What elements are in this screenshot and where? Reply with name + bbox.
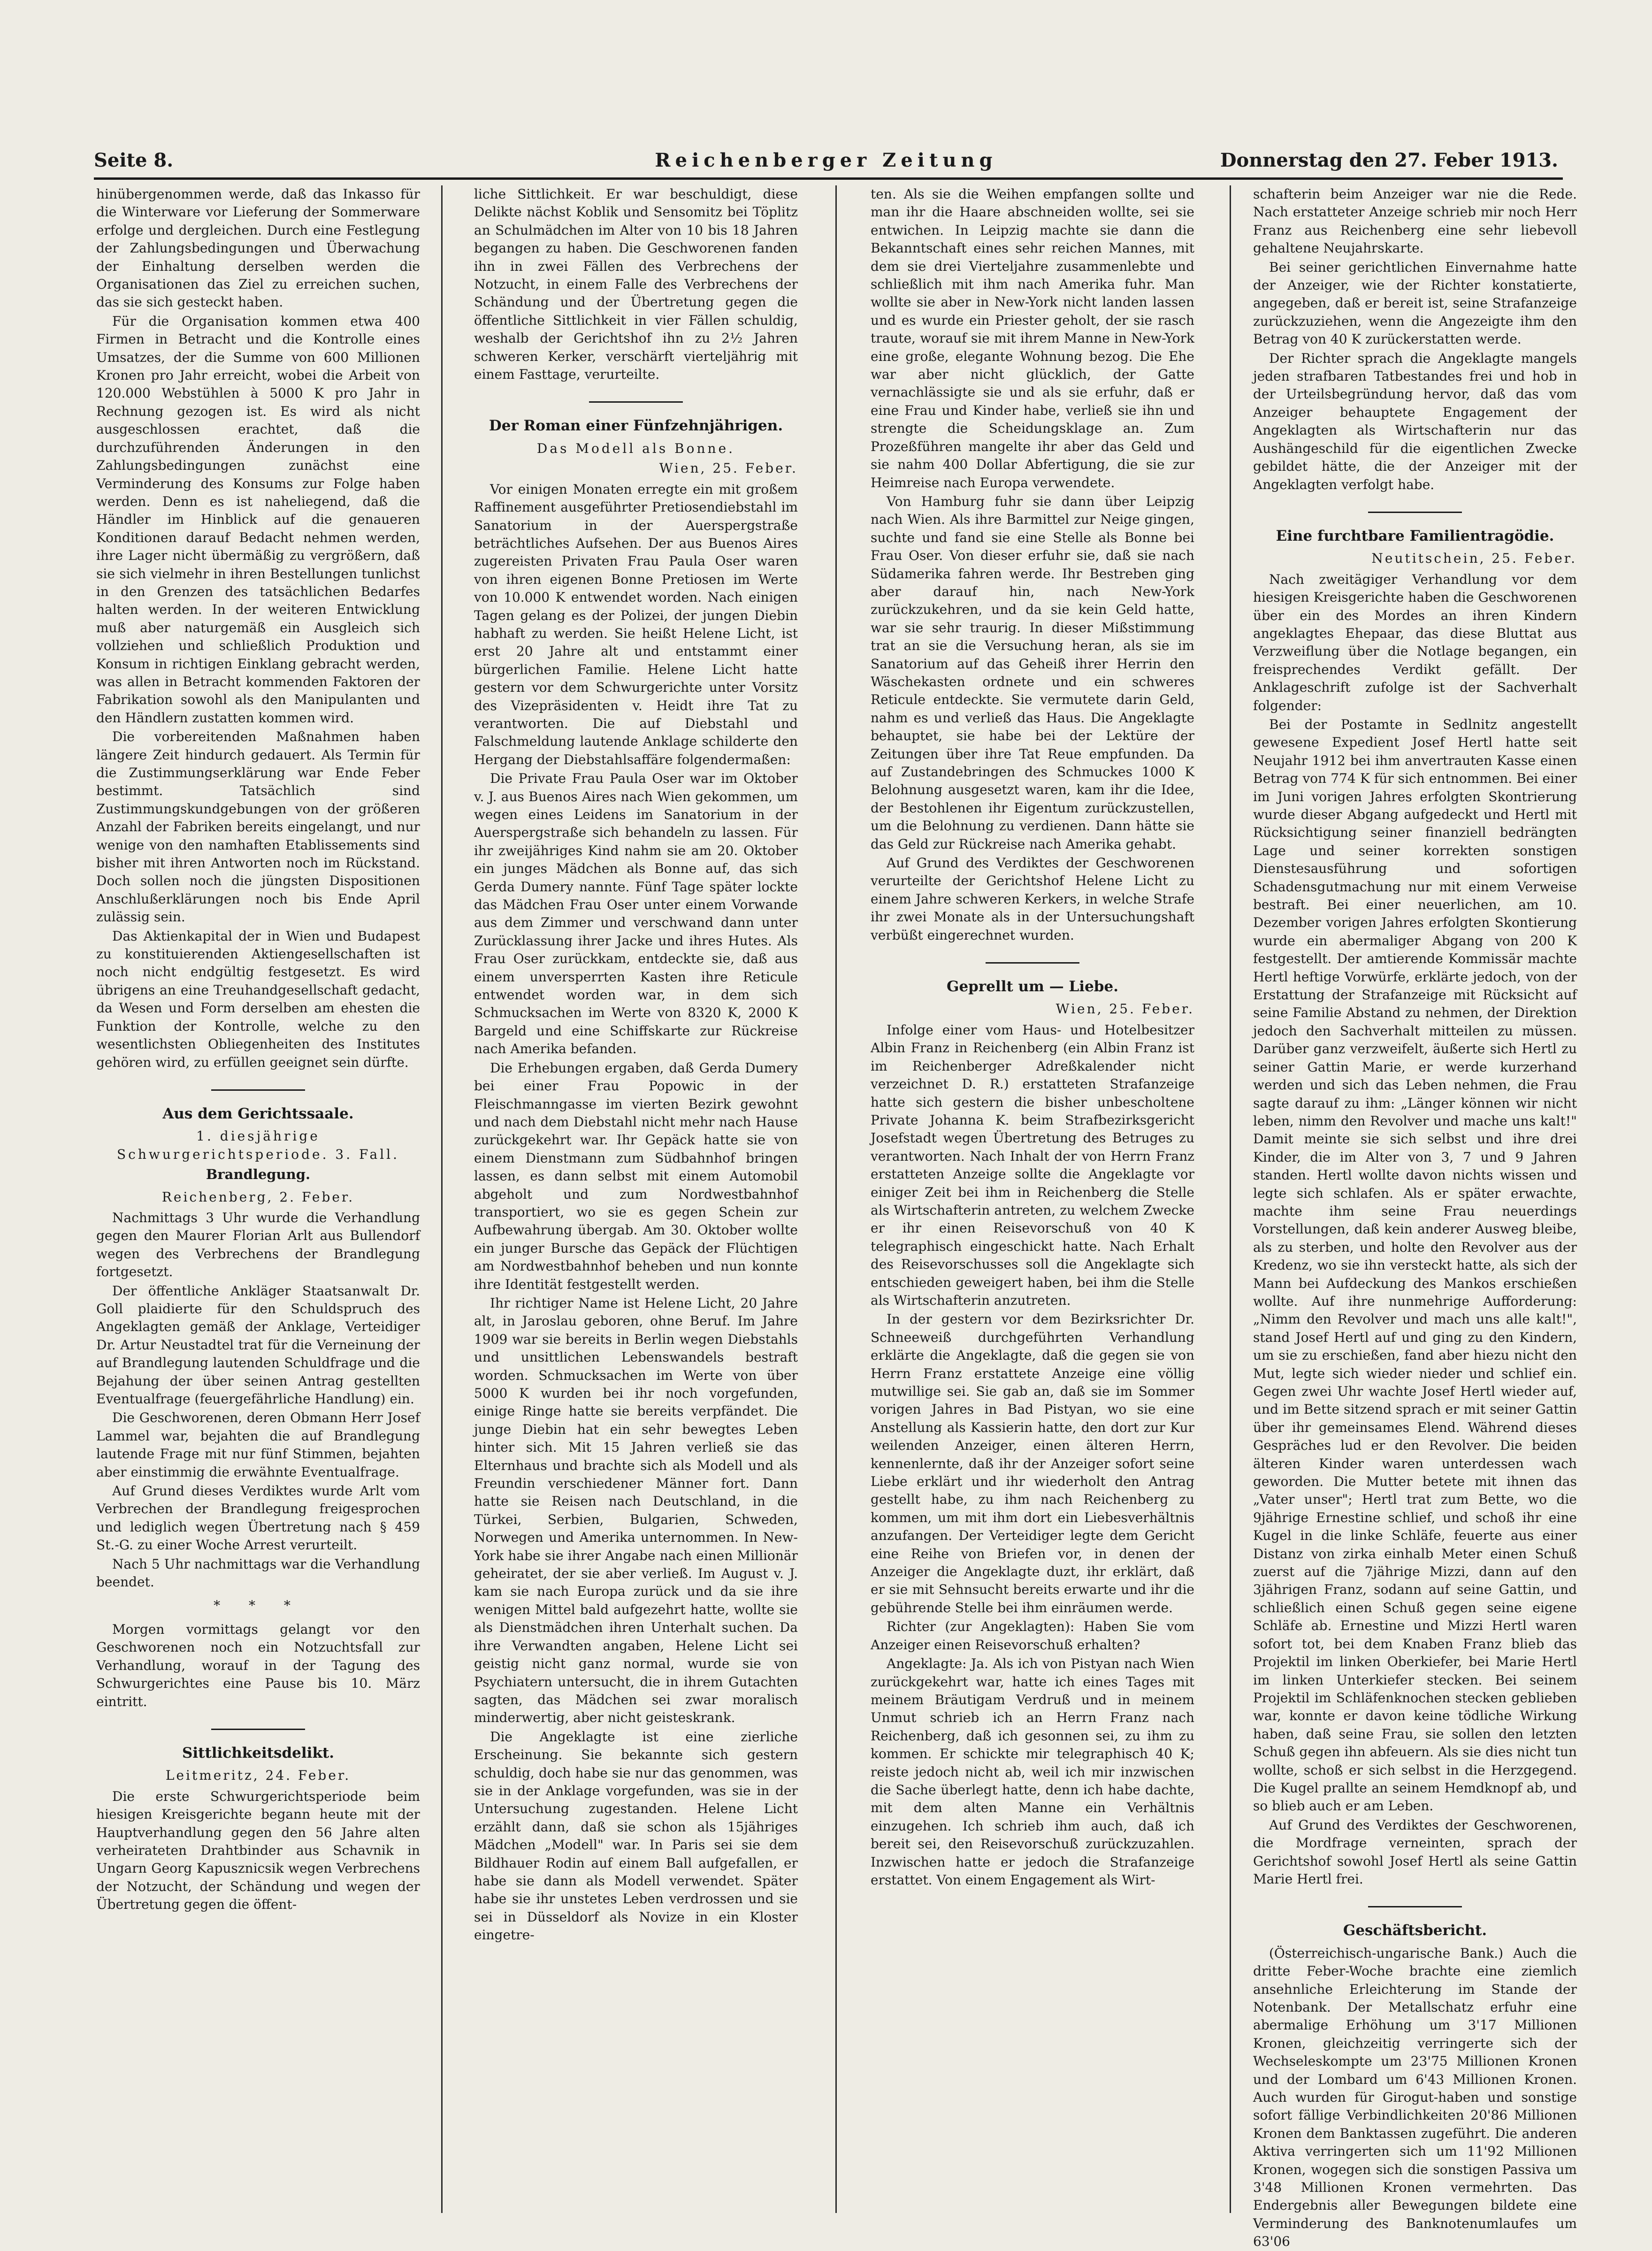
dateline: Leitmeritz, 24. Feber. (165, 1768, 351, 1784)
paragraph: Ihr richtiger Name ist Helene Licht, 20 Jahre alt, in Jaroslau geboren, ohne Beruf. Im Jahre 1909 war sie bereits in Berlin wegen Diebstahls und unsittlichen Lebenswandels bestraft worden. Schmucksachen im Werte von über 5000 K wurden bei ihr noch vorgefunden, einige Ringe hatte sie bereits verpfändet. Die junge Diebin hat ein sehr bewegtes Leben hinter sich. Mit 15 Jahren verließ sie das Elternhaus und brachte sich als Modell und als Freundin verschiedener Männer fort. Dann hatte sie Reisen nach Deutschland, in die Türkei, Serbien, Bulgarien, Schweden, Norwegen und Amerika unternommen. In New-York habe sie ihrer Angabe nach einen Millionär geheiratet, der sie aber verließ. Im August v. J. kam sie nach Europa zurück und da sie ihre wenigen Mittel bald aufgezehrt hatte, wollte sie als Dienstmädchen ihren Unterhalt suchen. Da ihre Verwandten angaben, Helene Licht sei geistig nicht ganz normal, wurde sie von Psychiatern untersucht, die in ihrem Gutachten sagten, das Mädchen sei zwar moralisch minderwertig, aber nicht geisteskrank. (474, 1295, 798, 1726)
article-heading: Der Roman einer Fünfzehnjährigen. (489, 417, 783, 435)
dateline: Wien, 25. Feber. (659, 460, 798, 476)
paragraph: Die Private Frau Paula Oser war im Oktober v. J. aus Buenos Aires nach Wien gekommen, um wegen eines Leidens im Sanatorium in der Auerspergstraße sich behandeln zu lassen. Für ihr zweijähriges Kind nahm sie am 20. Oktober ein junges Mädchen als Bonne auf, das sich Gerda Dumery nannte. Fünf Tage später lockte das Mädchen Frau Oser unter einem Vorwande aus dem Zimmer und verschwand dann unter Zurücklassung ihrer Jacke und ihres Hutes. Als Frau Oser zurückkam, entdeckte sie, daß aus einem unversperrten Kasten ihre Reticule entwendet worden war, in dem sich Schmucksachen im Werte von 8320 K, 2000 K Bargeld und eine Schiffskarte zur Rückreise nach Amerika befanden. (474, 771, 798, 1057)
paragraph: ten. Als sie die Weihen empfangen sollte und man ihr die Haare abschneiden wollte, sei sie entwichen. In Leipzig machte sie dann die Bekanntschaft eines sehr reichen Mannes, mit dem sie drei Vierteljahre zusammenlebte und schließlich mit ihm nach Amerika fuhr. Man wollte sie aber in New-York nicht landen lassen und es wurde ein Priester geholt, der sie rasch traute, worauf sie mit ihrem Manne in New-York eine große, elegante Wohnung bezog. Die Ehe war aber nicht glücklich, der Gatte vernachlässigte sie und als sie erfuhr, daß er eine Frau und Kinder habe, verließ sie ihn und strengte die Scheidungsklage an. Zum Prozeßführen mangelte ihr aber das Geld und sie nahm 400 Dollar Abfertigung, die sie zur Heimreise nach Europa verwendete. (871, 186, 1194, 490)
article-heading: Sittlichkeitsdelikt. (182, 1744, 335, 1761)
paragraph: Die Geschworenen, deren Obmann Herr Josef Lammel war, bejahten die auf Brandlegung lautende Frage mit nur fünf Stimmen, bejahten aber einstimmig die erwähnte Eventualfrage. (96, 1410, 420, 1480)
paragraph: Der öffentliche Ankläger Staatsanwalt Dr. Goll plaidierte für den Schuldspruch des Angeklagten gemäß der Anklage, Verteidiger Dr. Artur Neustadtel trat für die Verneinung der auf Brandlegung lautenden Schuldfrage und die Bejahung der über seinen Antrag gestellten Eventualfrage (feuergefährliche Handlung) ein. (96, 1283, 420, 1407)
column-divider (441, 185, 443, 2213)
paragraph: Angeklagte: Ja. Als ich von Pistyan nach Wien zurückgekehrt war, hatte ich eines Tages mit meinem Bräutigam Verdruß und in meinem Unmut schrieb ich an Herrn Franz nach Reichenberg, daß ich gesonnen sei, zu ihm zu kommen. Er schickte mir telegraphisch 40 K; reiste jedoch nicht ab, weil ich mir inzwischen die Sache überlegt hatte, denn ich habe dachte, mit dem alten Manne ein Verhältnis einzugehen. Ich schrieb ihm auch, daß ich bereit sei, den Reisevorschuß zurückzuzahlen. Inzwischen hatte er jedoch die Strafanzeige erstattet. Von einem Engagement als Wirt- (871, 1656, 1194, 1888)
paragraph: Von Hamburg fuhr sie dann über Leipzig nach Wien. Als ihre Barmittel zur Neige gingen, suchte und fand sie eine Stelle als Bonne bei Frau Oser. Von dieser erfuhr sie, daß sie nach Südamerika fahren werde. Ihr Bestreben ging aber darauf hin, nach New-York zurückzukehren, und da sie kein Geld hatte, war sie sehr traurig. In dieser Mißstimmung trat an sie die Versuchung heran, als sie im Sanatorium auf das Geheiß ihrer Herrin den Wäschekasten ordnete und ein schweres Reticule entdeckte. Sie vermutete darin Geld, nahm es und verließ das Haus. Die Angeklagte behauptet, sie habe bei der Lektüre der Zeitungen über ihre Tat Reue empfunden. Da auf Zustandebringen des Schmuckes 1000 K Belohnung ausgesetzt waren, kam ihr die Idee, der Bestohlenen ihr Eigentum zurückzustellen, um die Belohnung zu verdienen. Dann hätte sie das Geld zur Rückreise nach Amerika gehabt. (871, 493, 1194, 852)
paragraph: Die erste Schwurgerichtsperiode beim hiesigen Kreisgerichte begann heute mit der Hauptverhandlung gegen den 56 Jahre alten verheirateten Drahtbinder aus Schavnik in Ungarn Georg Kapusznicsik wegen Verbrechens der Notzucht, der Schändung und wegen der Übertretung gegen die öffent- (96, 1788, 420, 1913)
paragraph: Die vorbereitenden Maßnahmen haben längere Zeit hindurch gedauert. Als Termin für die Zustimmungserklärung war Ende Feber bestimmt. Tatsächlich sind Zustimmungskundgebungen von der größeren Anzahl der Fabriken bereits eingelangt, und nur wenige von den namhaften Etablissements sind bisher mit ihren Antworten noch im Rückstand. Doch sollen noch die jüngsten Dispositionen Anschlußerklärungen noch bis Ende April zulässig sein. (96, 729, 420, 925)
paragraph: Nachmittags 3 Uhr wurde die Verhandlung gegen den Maurer Florian Arlt aus Bullendorf wegen des Verbrechens der Brandlegung fortgesetzt. (96, 1210, 420, 1280)
column-divider (1230, 185, 1231, 2213)
paragraph: liche Sittlichkeit. Er war beschuldigt, diese Delikte nächst Koblik und Sensomitz bei Töplitz an Schulmädchen im Alter von 10 bis 18 Jahren begangen zu haben. Die Geschworenen fanden ihn in zwei Fällen des Verbrechens der Notzucht, in einem Falle des Verbrechens der Schändung und der Übertretung gegen die öffentliche Sittlichkeit in vier Fällen schuldig, weshalb der Gerichtshof ihn zu 2½ Jahren schweren Kerker, verschärft vierteljährig mit einem Fasttage, verurteilte. (474, 186, 798, 383)
paragraph: Der Richter sprach die Angeklagte mangels jeden strafbaren Tatbestandes frei und hob in der Urteilsbegründung hervor, daß das vom Anzeiger behauptete Engagement der Angeklagten als Wirtschafterin nur das Aushängeschild für die eigentlichen Zwecke gebildet hätte, die der Anzeiger mit der Angeklagten verfolgt habe. (1253, 350, 1577, 492)
dateline: Neutitschein, 25. Feber. (1371, 551, 1577, 567)
section-separator (986, 962, 1079, 964)
paragraph: hinübergenommen werde, daß das Inkasso für die Winterware vor Lieferung der Sommerware erfolge und dergleichen. Durch eine Festlegung der Zahlungsbedingungen und Überwachung der Einhaltung derselben werden die Organisationen das Ziel zu erreichen suchen, das sie sich gesteckt haben. (96, 186, 420, 310)
section-separator (211, 1089, 305, 1091)
paragraph: Für die Organisation kommen etwa 400 Firmen in Betracht und die Kontrolle eines Umsatzes, der die Summe von 600 Millionen Kronen pro Jahr erreicht, wobei die Arbeit von 120.000 Webstühlen à 5000 K pro Jahr in Rechnung gezogen ist. Es wird als nicht ausgeschlossen erachtet, daß die durchzuführenden Änderungen in den Zahlungsbedingungen zunächst eine Verminderung des Konsums zur Folge haben werden. Denn es ist naheliegend, daß die Händler im Hinblick auf die genaueren Konditionen darauf Bedacht nehmen werden, ihre Lager nicht übermäßig zu vergrößern, daß sie sich vielmehr in ihren Bestellungen tunlichst in den Grenzen des tatsächlichen Bedarfes halten werden. In der weiteren Entwicklung muß aber naturgemäß ein Ausgleich sich vollziehen und schließlich Produktion und Konsum in richtigen Einklang gebracht werden, was allen in Betracht kommenden Faktoren der Fabrikation sowohl als den Manipulanten und den Händlern zustatten kommen wird. (96, 313, 420, 726)
paragraph: Nach zweitägiger Verhandlung vor dem hiesigen Kreisgerichte haben die Geschworenen über ein des Mordes an ihren Kindern angeklagtes Ehepaar, das diese Bluttat aus Verzweiflung über die Notlage begangen, ein freisprechendes Verdikt gefällt. Der Anklageschrift zufolge ist der Sachverhalt folgender: (1253, 571, 1577, 713)
paragraph: (Österreichisch-ungarische Bank.) Auch die dritte Feber-Woche brachte eine ziemlich ansehnliche Erleichterung im Stande der Notenbank. Der Metallschatz erfuhr eine abermalige Erhöhung um 3'17 Millionen Kronen, gleichzeitig verringerte sich der Wechseleskompte um 23'75 Millionen Kronen und der Lombard um 6'43 Millionen Kronen. Auch wurden für Girogut-haben und sonstige sofort fällige Verbindlichkeiten 20'86 Millionen Kronen dem Banktassen zugeführt. Die anderen Aktiva verringerten sich um 11'92 Millionen Kronen, wogegen sich die sonstigen Passiva um 3'48 Millionen Kronen vermehrten. Das Endergebnis aller Bewegungen bildete eine Verminderung des Banknotenumlaufes um 63'06 (1253, 1945, 1577, 2250)
column-divider (835, 185, 837, 2213)
section-heading: Aus dem Gerichtssaale. (162, 1105, 354, 1122)
section-separator (1368, 512, 1462, 513)
article-heading: Eine furchtbare Familientragödie. (1276, 527, 1554, 544)
paragraph: Nach 5 Uhr nachmittags war die Verhandlung beendet. (96, 1556, 420, 1590)
stars-separator: * * * (214, 1598, 303, 1614)
issue-date: Donnerstag den 27. Feber 1913. (1220, 149, 1558, 171)
section-separator (211, 1729, 305, 1730)
article-heading: Geprellt um — Liebe. (946, 978, 1118, 995)
section-separator (1368, 1906, 1462, 1907)
subheading: 1. diesjährige Schwurgerichtsperiode. 3. Fall. (116, 1128, 400, 1162)
paragraph: schafterin beim Anzeiger war nie die Rede. Nach erstatteter Anzeige schrieb mir noch Herr Franz aus Reichenberg eine sehr liebevoll gehaltene Neujahrskarte. (1253, 186, 1577, 256)
column-4 (1253, 185, 1577, 2250)
article-heading: Brandlegung. (206, 1166, 311, 1183)
paragraph: Richter (zur Angeklagten): Haben Sie vom Anzeiger einen Reisevorschuß erhalten? (871, 1619, 1194, 1653)
dateline: Wien, 25. Feber. (1055, 1001, 1194, 1017)
page-number: Seite 8. (94, 149, 174, 171)
paragraph: In der gestern vor dem Bezirksrichter Dr. Schneeweiß durchgeführten Verhandlung erklärte die Angeklagte, daß die gegen sie von Herrn Franz erstattete Anzeige eine völlig mutwillige sei. Sie gab an, daß sie im Sommer vorigen Jahres in Bad Pistyan, wo sie eine Anstellung als Kassierin hatte, den dort zur Kur weilenden Anzeiger, einen älteren Herrn, kennenlernte, daß ihr der Anzeiger sofort seine Liebe erklärt und ihr wiederholt den Antrag gestellt habe, zu ihm nach Reichenberg zu kommen, um mit ihm dort ein Liebesverhältnis anzufangen. Der Verteidiger legte dem Gericht eine Reihe von Briefen vor, in denen der Anzeiger die Angeklagte duzt, ihr erklärt, daß er sie mit Sehnsucht bereits erwarte und ihr die gebührende Stelle bei ihm einräumen werde. (871, 1311, 1194, 1616)
paragraph: Das Aktienkapital der in Wien und Budapest zu konstituierenden Aktiengesellschaften ist noch nicht endgültig festgesetzt. Es wird übrigens an eine Treuhandgesellschaft gedacht, da Wesen und Form derselben am ehesten die Funktion der Kontrolle, welche zu den wesentlichsten Obliegenheiten des Institutes gehören wird, zu erfüllen geeignet sein dürfte. (96, 928, 420, 1070)
section-separator (589, 401, 683, 403)
paragraph: Auf Grund dieses Verdiktes wurde Arlt vom Verbrechen der Brandlegung freigesprochen und lediglich wegen Übertretung nach § 459 St.-G. zu einer Woche Arrest verurteilt. (96, 1483, 420, 1553)
paragraph: Die Erhebungen ergaben, daß Gerda Dumery bei einer Frau Popowic in der Fleischmanngasse im vierten Bezirk gewohnt und nach dem Diebstahl nicht mehr nach Hause zurückgekehrt war. Ihr Gepäck hatte sie von einem Dienstmann zum Südbahnhof bringen lassen, es dann selbst mit einem Automobil abgeholt und zum Nordwestbahnhof transportiert, wo sie es gegen Schein zur Aufbewahrung übergab. Am 30. Oktober wollte ein junger Bursche das Gepäck der Flüchtigen am Nordwestbahnhof beheben und nun konnte ihre Identität festgestellt werden. (474, 1060, 798, 1292)
column-3 (871, 185, 1194, 2222)
paragraph: Bei seiner gerichtlichen Einvernahme hatte der Anzeiger, wie der Richter konstatierte, angegeben, daß er bereit ist, seine Strafanzeige zurückzuziehen, wenn die Angezeigte ihm den Betrag von 40 K zurückerstatten werde. (1253, 259, 1577, 347)
paragraph: Bei der Postamte in Sedlnitz angestellt gewesene Expedient Josef Hertl hatte seit Neujahr 1912 bei ihm anvertrauten Kasse einen Betrag von 774 K für sich entnommen. Bei einer im Juni vorigen Jahres erfolgten Skontrierung wurde dieser Abgang aufgedeckt und Hertl mit Rücksichtigung seiner finanziell bedrängten Lage und seiner korrekten sonstigen Dienstesausführung und sofortigen Schadensgutmachung nur mit einem Verweise bestraft. Bei einer neuerlichen, am 10. Dezember vorigen Jahres erfolgten Skontierung wurde ein abermaliger Abgang von 200 K festgestellt. Der amtierende Kommissär machte Hertl heftige Vorwürfe, erklärte jedoch, von der Erstattung der Strafanzeige mit Rücksicht auf seine Familie Abstand zu nehmen, der Direktion jedoch den Sachverhalt mitteilen zu müssen. Darüber ganz verzweifelt, äußerte sich Hertl zu seiner Gattin Marie, er werde kurzerhand werden und sich das Leben nehmen, die Frau sagte darauf zu ihm: „Länger können wir nicht leben, nimm den Revolver und mache uns kalt!" Damit meinte sie sich selbst und ihre drei Kinder, die im Alter von 3, 7 und 9 Jahren standen. Hertl wollte davon nichts wissen und legte sich schlafen. Als er später erwachte, machte ihm seine Frau neuerdings Vorstellungen, daß kein anderer Ausweg bleibe, als zu sterben, und holte den Revolver aus der Kredenz, wo sie ihn versteckt hatte, als sich der Mann bei Aufdeckung des Mankos erschießen wollte. Auf ihre nunmehrige Aufforderung: „Nimm den Revolver und mach uns alle kalt!", stand Josef Hertl auf und ging zu den Kindern, um sie zu erschießen, fand aber hiezu nicht den Mut, legte sich wieder nieder und schlief ein. Gegen zwei Uhr wachte Josef Hertl wieder auf, und im Bette sitzend sprach er mit seiner Gattin über ihr gemeinsames Elend. Während dieses Gespräches lud er den Revolver. Die beiden älteren Kinder waren unterdessen wach geworden. Die Mutter betete mit ihnen das „Vater unser"; Hertl trat zum Bette, wo die 9jährige Ernestine schlief, und schoß ihr eine Kugel in die linke Schläfe, feuerte aus einer Distanz von zirka einhalb Meter einen Schuß zuerst auf die 7jährige Mizzi, dann auf den 3jährigen Franz, sodann auf seine Gattin, und schließlich einen Schuß gegen seine eigene Schläfe ab. Ernestine und Mizzi Hertl waren sofort tot, bei dem Knaben Franz blieb das Projektil im linken Oberkiefer, bei Marie Hertl im linken Unterkiefer stecken. Bei seinem Projektil im Schläfenknochen stecken geblieben war, konnte er davon keine tödliche Wirkung haben, daß seine Frau, sie sollen den letzten Schuß gegen ihn abfeuern. Als sie dies nicht tun wollte, schoß er sich selbst in die Herzgegend. Die Kugel prallte an seinem Hemdknopf ab, und so blieb auch er am Leben. (1253, 716, 1577, 1814)
column-1 (96, 185, 420, 2222)
newspaper-title: Reichenberger Zeitung (655, 149, 997, 171)
paragraph: Auf Grund des Verdiktes der Geschworenen verurteilte der Gerichtshof Helene Licht zu einem Jahre schweren Kerkers, in welche Strafe ihr zwei Monate als in der Untersuchungshaft verbüßt eingerechnet wurden. (871, 855, 1194, 943)
article-heading: Geschäftsbericht. (1343, 1922, 1487, 1939)
paragraph: Morgen vormittags gelangt vor den Geschworenen noch ein Notzuchtsfall zur Verhandlung, worauf in der Tagung des Schwurgerichtes eine Pause bis 10. März eintritt. (96, 1621, 420, 1709)
column-2 (474, 185, 798, 2222)
page-header (94, 145, 1558, 178)
paragraph: Vor einigen Monaten erregte ein mit großem Raffinement ausgeführter Pretiosendiebstahl im Sanatorium in der Auerspergstraße beträchtliches Aufsehen. Der aus Buenos Aires zugereisten Privaten Frau Paula Oser waren von ihren eigenen Bonne Pretiosen im Werte von 10.000 K entwendet worden. Nach einigen Tagen gelang es der Polizei, der jungen Diebin habhaft zu werden. Sie heißt Helene Licht, ist erst 20 Jahre alt und entstammt einer bürgerlichen Familie. Helene Licht hatte gestern vor dem Schwurgerichte unter Vorsitz des Vizepräsidenten v. Heidt ihre Tat zu verantworten. Die auf Diebstahl und Falschmeldung lautende Anklage schilderte den Hergang der Diebstahlsaffäre folgendermaßen: (474, 481, 798, 767)
header-rule (94, 177, 1563, 180)
paragraph: Infolge einer vom Haus- und Hotelbesitzer Albin Franz in Reichenberg (ein Albin Franz ist im Reichenberger Adreßkalender nicht verzeichnet D. R.) erstatteten Strafanzeige hatte sich gestern die bisher unbescholtene Private Johanna K. beim Strafbezirksgericht Josefstadt wegen Übertretung des Betruges zu verantworten. Nach Inhalt der von Herrn Franz erstatteten Anzeige sollte die Angeklagte vor einiger Zeit bei ihm in Reichenberg die Stelle als Wirtschafterin antreten, zu welchem Zwecke er ihr einen Reisevorschuß von 40 K telegraphisch eingeschickt hatte. Nach Erhalt des Reisevorschusses soll die Angeklagte sich entschieden geweigert haben, bei ihm die Stelle als Wirtschafterin anzutreten. (871, 1022, 1194, 1308)
subheading: Das Modell als Bonne. (536, 440, 735, 456)
paragraph: Die Angeklagte ist eine zierliche Erscheinung. Sie bekannte sich gestern schuldig, doch habe sie nur das genommen, was sie in der Anklage vorgefunden, was sie in der Untersuchung zugestanden. Helene Licht erzählt dann, daß sie schon als 15jähriges Mädchen „Modell" war. In Paris sei sie dem Bildhauer Rodin auf einem Ball aufgefallen, er habe sie dann als Modell verwendet. Später habe sie ihr unstetes Leben verdrossen und sie sei in Düsseldorf als Novize in ein Kloster eingetre- (474, 1729, 798, 1943)
paragraph: Auf Grund des Verdiktes der Geschworenen, die Mordfrage verneinten, sprach der Gerichtshof sowohl Josef Hertl als seine Gattin Marie Hertl frei. (1253, 1817, 1577, 1887)
dateline: Reichenberg, 2. Feber. (161, 1189, 355, 1205)
